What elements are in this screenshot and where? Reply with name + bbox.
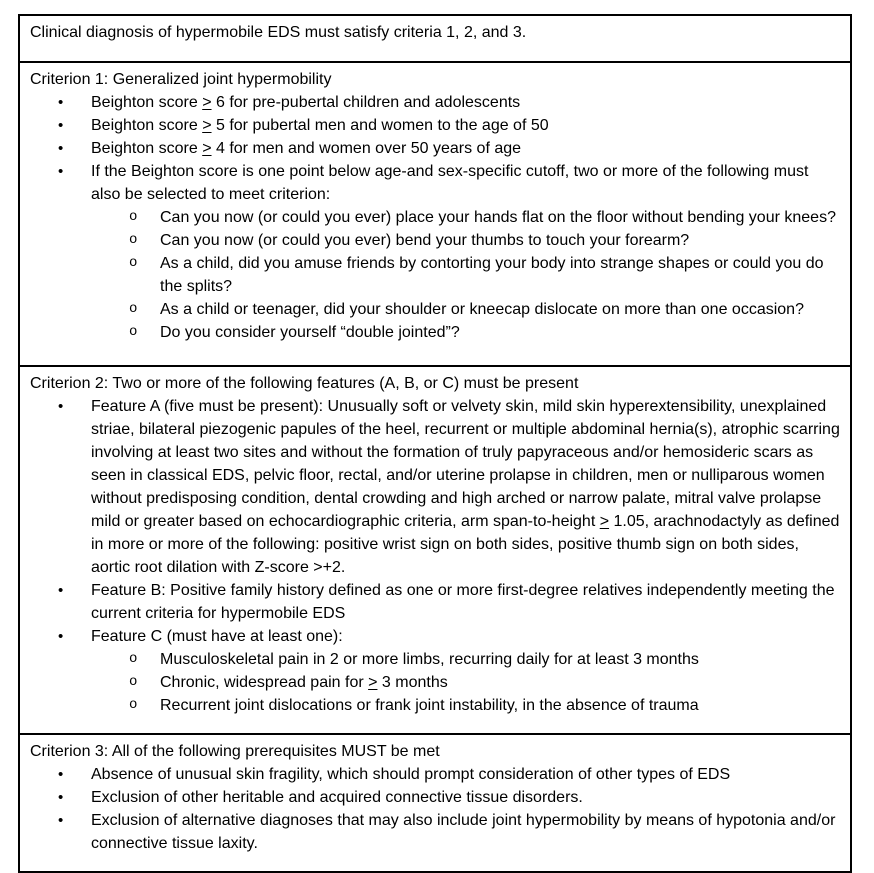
filled-bullet-icon: • <box>58 140 64 157</box>
filled-bullet-icon: • <box>58 582 64 599</box>
filled-bullet-icon: • <box>58 789 64 806</box>
sub-bullet-item <box>28 321 842 344</box>
bullet-item <box>28 763 842 786</box>
bullet-list <box>28 91 842 344</box>
item-text: Exclusion of other heritable and acquired connective tissue disorders. <box>91 789 583 806</box>
item-text: Musculoskeletal pain in 2 or more limbs, recurring daily for at least 3 months <box>160 651 699 668</box>
circle-bullet-icon: o <box>129 324 138 340</box>
sub-bullet-item <box>28 206 842 229</box>
bullet-item <box>28 786 842 809</box>
circle-bullet-icon: o <box>129 209 138 225</box>
table-row-criterion-1 <box>20 61 850 365</box>
sub-bullet-item <box>28 671 842 694</box>
circle-bullet-icon: o <box>129 674 138 690</box>
filled-bullet-icon: • <box>58 398 64 415</box>
item-text: Chronic, widespread pain for > 3 months <box>160 674 448 691</box>
filled-bullet-icon: • <box>58 117 64 134</box>
circle-bullet-icon: o <box>129 651 138 667</box>
item-text: Can you now (or could you ever) place your hands flat on the floor without bending your knees? <box>160 209 836 226</box>
sub-bullet-item <box>28 229 842 252</box>
overview-text: Clinical diagnosis of hypermobile EDS must satisfy criteria 1, 2, and 3. <box>30 24 527 41</box>
filled-bullet-icon: • <box>58 766 64 783</box>
bullet-item <box>28 137 842 160</box>
sub-bullet-item <box>28 252 842 298</box>
item-text: If the Beighton score is one point below age-and sex-specific cutoff, two or more of the following must also be selected to meet criterion: <box>91 163 809 203</box>
table-row-criterion-2 <box>20 365 850 733</box>
item-text: Feature B: Positive family history defined as one or more first-degree relatives independently meeting the current criteria for hypermobile EDS <box>91 582 835 622</box>
item-text: Beighton score > 4 for men and women over 50 years of age <box>91 140 522 157</box>
bullet-item <box>28 114 842 137</box>
item-text: Feature C (must have at least one): <box>91 628 343 645</box>
bullet-item <box>28 160 842 206</box>
bullet-item <box>28 625 842 648</box>
criterion-2-header: Criterion 2: Two or more of the following features (A, B, or C) must be present <box>30 375 579 392</box>
sub-bullet-item <box>28 648 842 671</box>
bullet-list <box>28 395 842 717</box>
bullet-item <box>28 91 842 114</box>
item-text: As a child, did you amuse friends by contorting your body into strange shapes or could you do the splits? <box>160 255 824 295</box>
filled-bullet-icon: • <box>58 812 64 829</box>
item-text: Do you consider yourself “double jointed”? <box>160 324 460 341</box>
circle-bullet-icon: o <box>129 232 138 248</box>
item-text: Beighton score > 6 for pre-pubertal children and adolescents <box>91 94 521 111</box>
table-row-overview <box>20 16 850 61</box>
filled-bullet-icon: • <box>58 628 64 645</box>
item-text: Absence of unusual skin fragility, which should prompt consideration of other types of EDS <box>91 766 731 783</box>
table-row-criterion-3 <box>20 733 850 871</box>
item-text: Beighton score > 5 for pubertal men and women to the age of 50 <box>91 117 549 134</box>
sub-bullet-item <box>28 694 842 717</box>
item-text: Exclusion of alternative diagnoses that may also include joint hypermobility by means of hypotonia and/or connective tissue laxity. <box>91 812 836 852</box>
diagnostic-criteria-table <box>18 14 852 873</box>
bullet-item <box>28 395 842 579</box>
item-text: Can you now (or could you ever) bend your thumbs to touch your forearm? <box>160 232 690 249</box>
item-text: As a child or teenager, did your shoulder or kneecap dislocate on more than one occasion? <box>160 301 804 318</box>
bullet-list <box>28 763 842 855</box>
bullet-item <box>28 579 842 625</box>
item-text: Recurrent joint dislocations or frank joint instability, in the absence of trauma <box>160 697 699 714</box>
criterion-3-header: Criterion 3: All of the following prerequisites MUST be met <box>30 743 440 760</box>
bullet-item <box>28 809 842 855</box>
circle-bullet-icon: o <box>129 301 138 317</box>
item-text: Feature A (five must be present): Unusually soft or velvety skin, mild skin hyperextensibility, unexplained striae, bilateral piezogenic papules of the heel, recurrent or multiple abdominal hernia(s), atrophic scarring involving at least two sites and without the formation of truly papyraceous and/or hemosideric scars as seen in classical EDS, pelvic floor, rectal, and/or uterine prolapse in children, men or nulliparous women without predisposing condition, dental crowding and high arched or narrow palate, mitral valve prolapse mild or greater based on echocardiographic criteria, arm span-to-height > 1.05, arachnodactyly as defined in more or more of the following: positive wrist sign on both sides, positive thumb sign on both sides, aortic root dilation with Z-score >+2. <box>91 398 840 576</box>
circle-bullet-icon: o <box>129 255 138 271</box>
filled-bullet-icon: • <box>58 94 64 111</box>
circle-bullet-icon: o <box>129 697 138 713</box>
sub-bullet-item <box>28 298 842 321</box>
criterion-1-header: Criterion 1: Generalized joint hypermobility <box>30 71 332 88</box>
filled-bullet-icon: • <box>58 163 64 180</box>
